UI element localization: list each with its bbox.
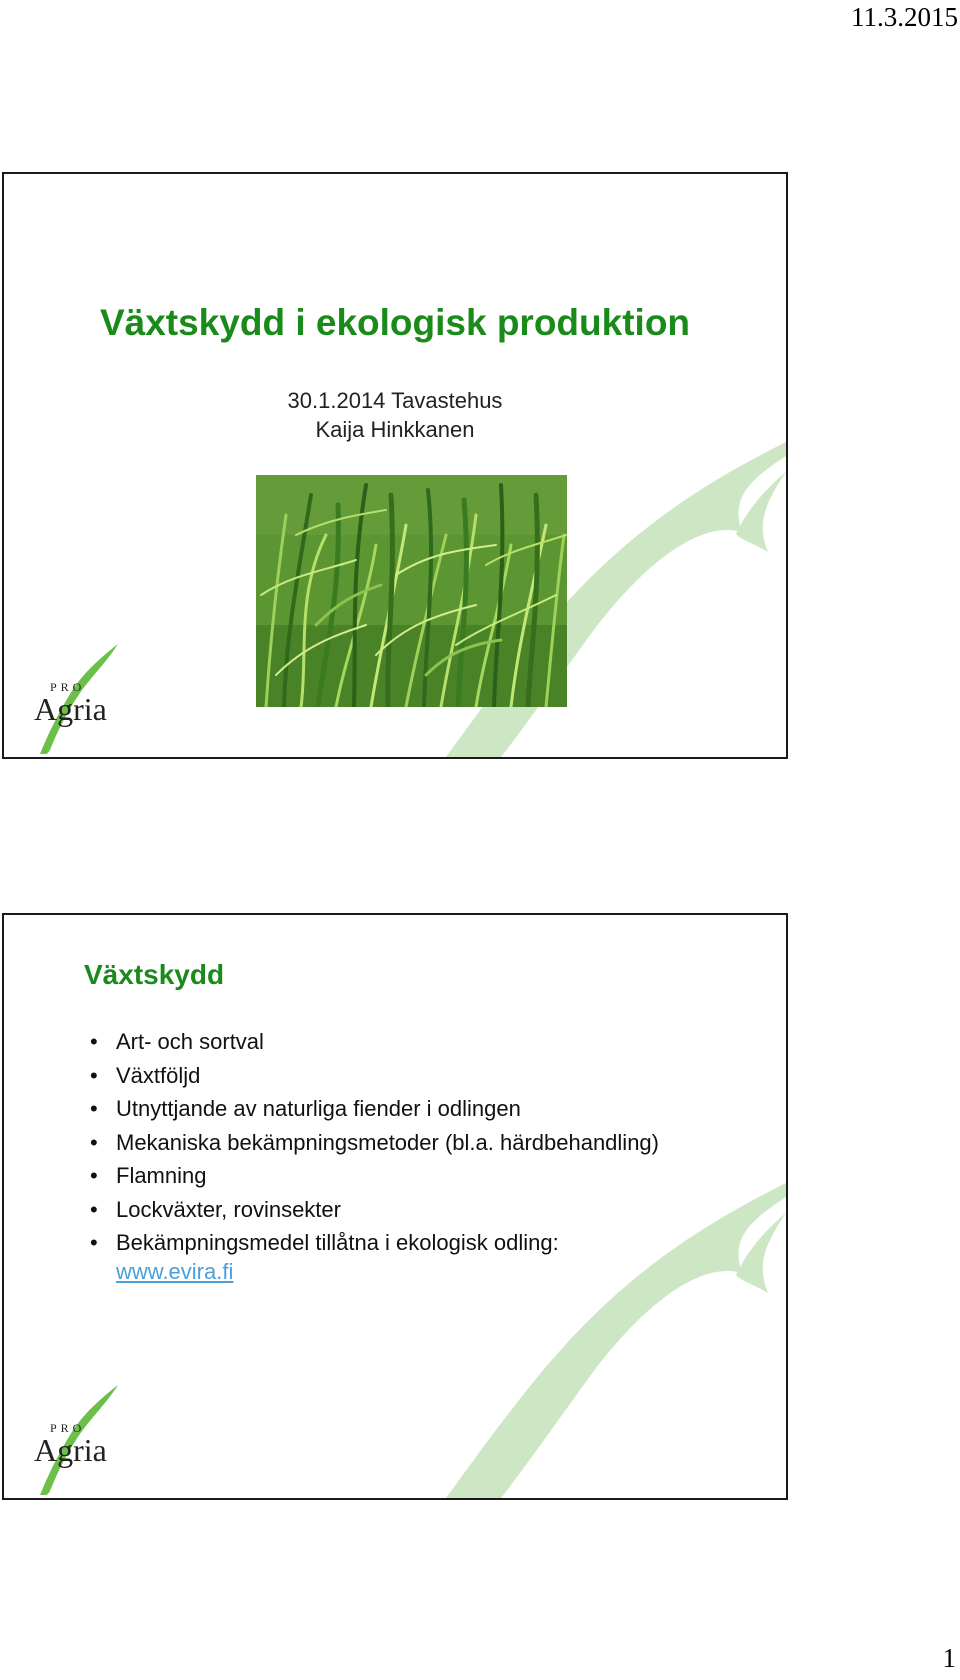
bullet-list: [90, 1025, 659, 1284]
list-item: • Mekaniska bekämpningsmetoder (bl.a. härdbehandling): [90, 1126, 659, 1160]
list-item: • Växtföljd: [90, 1059, 659, 1093]
list-item: • Flamning: [90, 1159, 659, 1193]
list-item: • Art- och sortval: [90, 1025, 659, 1059]
logo-pro-text: PRO: [50, 1421, 86, 1435]
logo-agria-text: Agria: [34, 691, 107, 727]
logo-pro-text: PRO: [50, 680, 86, 694]
list-item: • Bekämpningsmedel tillåtna i ekologisk odling: www.evira.fi: [90, 1226, 659, 1284]
title-slide: [2, 172, 788, 759]
page-number: 1: [942, 1643, 956, 1673]
logo-agria-text: Agria: [34, 1432, 107, 1468]
list-item: • Utnyttjande av naturliga fiender i odlingen: [90, 1092, 659, 1126]
crop-field-photo: [256, 475, 567, 707]
pro-agria-logo: [30, 644, 130, 754]
pro-agria-logo: [30, 1385, 130, 1495]
content-slide: [2, 913, 788, 1500]
page-date: 11.3.2015: [851, 2, 958, 32]
slide-title: Växtskydd: [84, 959, 225, 990]
presentation-author: Kaija Hinkkanen: [315, 417, 475, 442]
presentation-date-location: 30.1.2014 Tavastehus: [287, 388, 503, 413]
list-item: • Lockväxter, rovinsekter: [90, 1193, 659, 1227]
evira-link[interactable]: www.evira.fi: [116, 1258, 234, 1284]
slide-title: Växtskydd i ekologisk produktion: [99, 302, 691, 343]
